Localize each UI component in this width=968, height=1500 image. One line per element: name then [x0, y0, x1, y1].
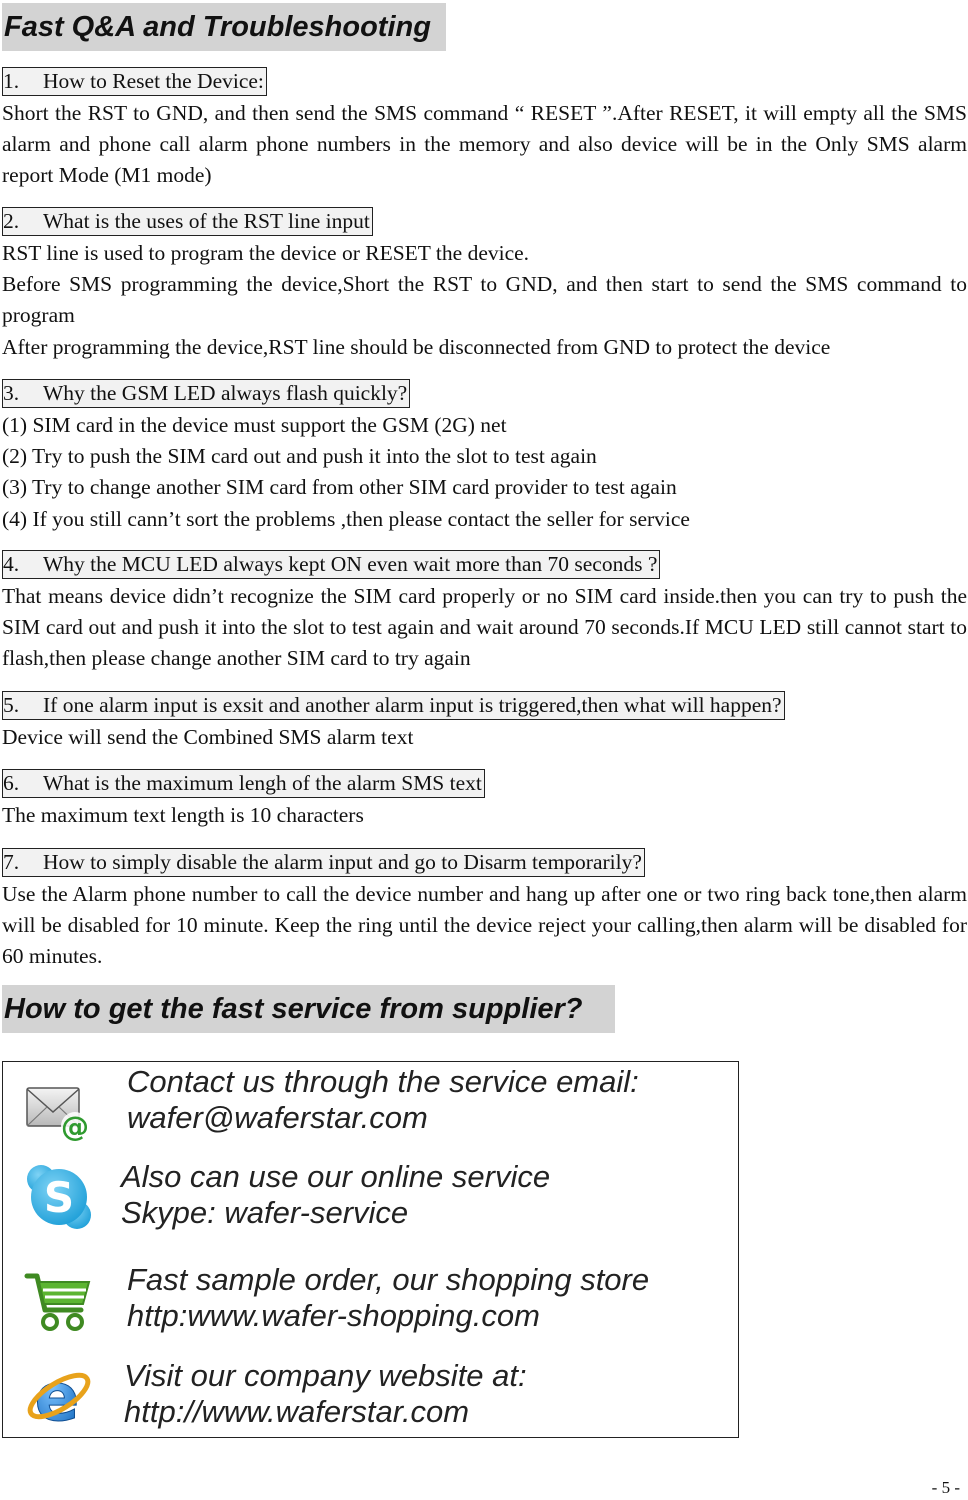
question-title: Why the GSM LED always flash quickly?	[43, 381, 408, 405]
contact-row-website	[3, 1358, 738, 1448]
answer-text: (2) Try to push the SIM card out and push it into the slot to test again	[2, 444, 597, 469]
answer-text: (4) If you still cann’t sort the problems ,then please contact the seller for service	[2, 506, 690, 531]
shopping-cart-icon	[23, 1266, 95, 1338]
answer-text: (1) SIM card in the device must support the GSM (2G) net	[2, 413, 507, 437]
question-heading	[2, 379, 410, 408]
question-title: How to Reset the Device:	[43, 69, 264, 93]
question-heading	[2, 691, 785, 720]
question-number: 5.	[3, 693, 20, 717]
question-heading	[2, 769, 485, 798]
contact-row-shop	[3, 1262, 738, 1352]
qa-section-title: Fast Q&A and Troubleshooting	[2, 3, 446, 51]
answer-text: After programming the device,RST line should be disconnected from GND to protect the device	[2, 334, 831, 359]
question-title: If one alarm input is exsit and another alarm input is triggered,then what will happen?	[43, 693, 782, 717]
skype-icon	[23, 1161, 95, 1233]
contact-info-box	[2, 1061, 739, 1438]
question-number: 3.	[3, 381, 20, 405]
question-number: 2.	[3, 209, 20, 233]
question-heading	[2, 207, 373, 236]
svg-text:S: S	[43, 1173, 75, 1222]
answer-text: The maximum text length is 10 characters	[2, 803, 364, 827]
contact-label: Also can use our online service	[121, 1159, 551, 1194]
question-heading	[2, 848, 645, 877]
contact-shop-link[interactable]: http:www.wafer-shopping.com	[127, 1298, 540, 1333]
answer-text: That means device didn’t recognize the SIM card properly or no SIM card inside.then you can try to push the SIM card out and push it into the slot to test again and wait around 70 seconds.If MCU LED still cannot start to flash,then please change another SIM card to try again	[2, 584, 967, 671]
question-title: How to simply disable the alarm input and go to Disarm temporarily?	[43, 850, 642, 874]
qa-item-mcu-led	[2, 549, 967, 675]
contact-label: Fast sample order, our shopping store	[127, 1262, 650, 1297]
contact-website-link[interactable]: http://www.waferstar.com	[124, 1394, 470, 1429]
question-title: What is the uses of the RST line input	[43, 209, 370, 233]
question-title: Why the MCU LED always kept ON even wait more than 70 seconds ?	[43, 552, 658, 576]
svg-text:e: e	[34, 1360, 80, 1432]
contact-skype-id[interactable]: Skype: wafer-service	[121, 1195, 409, 1230]
question-number: 7.	[3, 850, 20, 874]
question-heading	[2, 67, 267, 96]
contact-label: Contact us through the service email:	[127, 1064, 639, 1099]
page-number: - 5 -	[931, 1478, 960, 1497]
qa-item-sms-length	[2, 768, 967, 831]
qa-item-rst-line	[2, 206, 967, 363]
service-section-title: How to get the fast service from supplier?	[2, 985, 615, 1033]
contact-email-link[interactable]: wafer@waferstar.com	[127, 1100, 428, 1135]
answer-text: RST line is used to program the device or RESET the device.	[2, 241, 530, 265]
question-title: What is the maximum lengh of the alarm SMS text	[43, 771, 482, 795]
contact-label: Visit our company website at:	[124, 1358, 527, 1393]
question-number: 6.	[3, 771, 20, 795]
qa-item-disarm	[2, 847, 967, 973]
question-number: 4.	[3, 552, 20, 576]
question-number: 1.	[3, 69, 20, 93]
qa-item-combined-alarm	[2, 690, 967, 753]
question-heading	[2, 550, 660, 579]
svg-text:@: @	[61, 1110, 89, 1143]
contact-row-email	[3, 1064, 738, 1154]
answer-text: (3) Try to change another SIM card from other SIM card provider to test again	[2, 475, 677, 500]
internet-explorer-icon	[23, 1360, 95, 1432]
answer-text: Before SMS programming the device,Short the RST to GND, and then start to send the SMS command to program	[2, 272, 967, 328]
answer-text: Use the Alarm phone number to call the device number and hang up after one or two ring back tone,then alarm will be disabled for 10 minute. Keep the ring until the device reject your calling,then alarm will be disabled for 60 minutes.	[2, 882, 967, 969]
email-icon	[23, 1076, 95, 1148]
contact-row-skype	[3, 1159, 738, 1249]
qa-item-reset	[2, 66, 967, 192]
answer-text: Device will send the Combined SMS alarm text	[2, 725, 414, 749]
answer-text: Short the RST to GND, and then send the SMS command “ RESET ”.After RESET, it will empty all the SMS alarm and phone call alarm phone numbers in the memory and also device will be in the Only SMS alarm report Mode (M1 mode)	[2, 101, 967, 188]
qa-item-gsm-led	[2, 378, 967, 535]
